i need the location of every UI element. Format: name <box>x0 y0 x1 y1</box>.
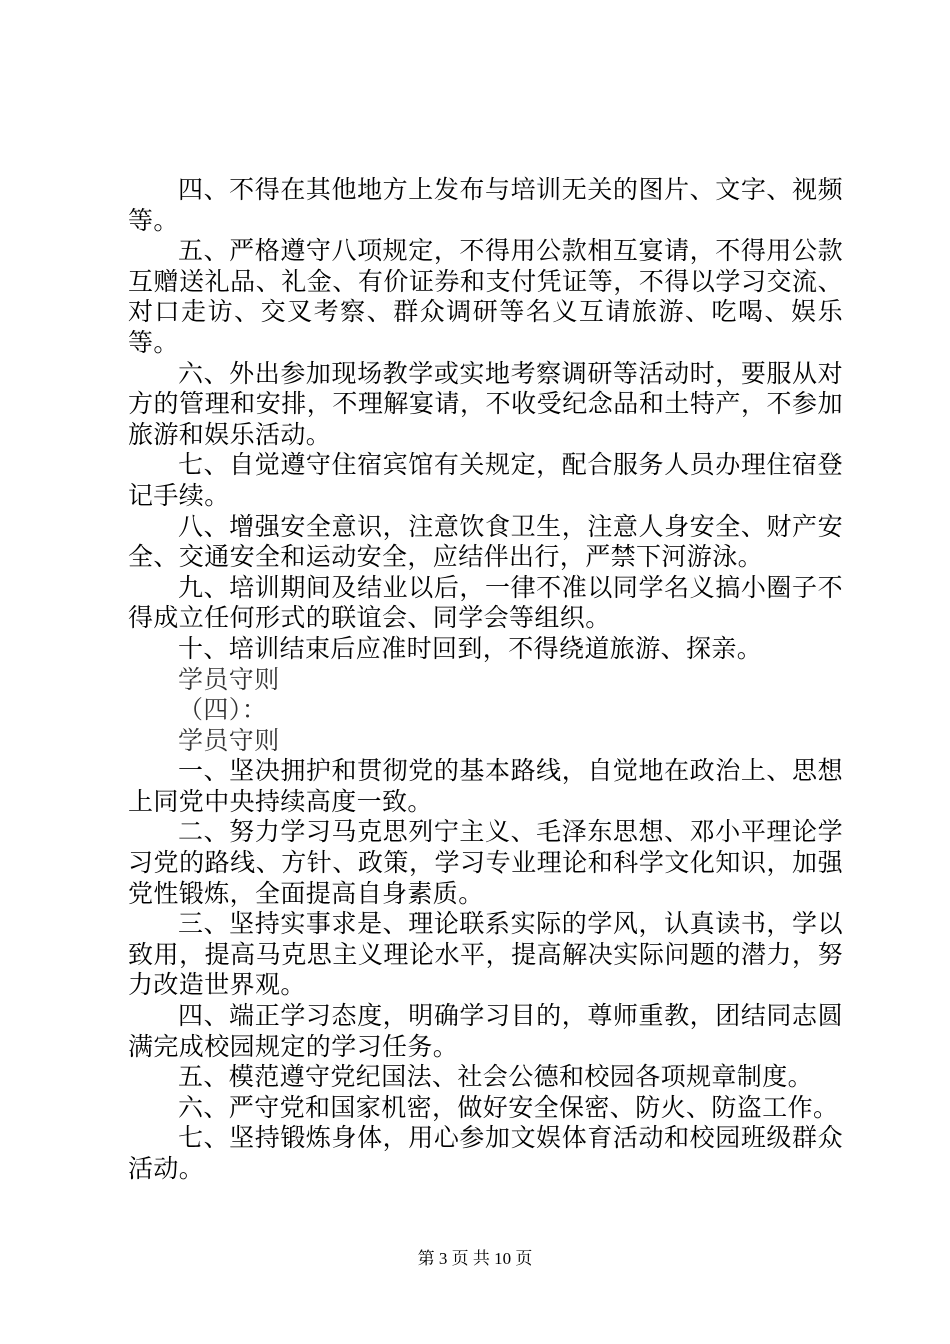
page-number: 第 3 页 共 10 页 <box>417 1249 533 1268</box>
paragraph-rule-8: 八、增强安全意识，注意饮食卫生，注意人身安全、财产安全、交通安全和运动安全，应结伴出行，严禁下河游泳。 <box>128 511 843 572</box>
paragraph-code-5: 五、模范遵守党纪国法、社会公德和校园各项规章制度。 <box>178 1062 814 1092</box>
paragraph-rule-6: 六、外出参加现场教学或实地考察调研等活动时，要服从对方的管理和安排，不理解宴请，不收受纪念品和土特产，不参加旅游和娱乐活动。 <box>128 358 843 449</box>
paragraph-code-7: 七、坚持锻炼身体，用心参加文娱体育活动和校园班级群众活动。 <box>128 1123 843 1183</box>
paragraph-code-1: 一、坚决拥护和贯彻党的基本路线，自觉地在政治上、思想上同党中央持续高度一致。 <box>128 756 843 816</box>
paragraph-code-4: 四、端正学习态度，明确学习目的，尊师重教，团结同志圆满完成校园规定的学习任务。 <box>128 1001 843 1061</box>
paragraph-rule-7: 七、自觉遵守住宿宾馆有关规定，配合服务人员办理住宿登记手续。 <box>128 450 843 510</box>
document-body <box>128 175 843 1185</box>
section-heading: 学员守则 <box>178 664 280 694</box>
section-heading: 学员守则 <box>178 725 280 755</box>
paragraph-code-2: 二、努力学习马克思列宁主义、毛泽东思想、邓小平理论学习党的路线、方针、政策，学习专业理论和科学文化知识，加强党性锻炼，全面提高自身素质。 <box>128 817 843 908</box>
paragraph-rule-5: 五、严格遵守八项规定，不得用公款相互宴请，不得用公款互赠送礼品、礼金、有价证券和支付凭证等，不得以学习交流、对口走访、交叉考察、群众调研等名义互请旅游、吃喝、娱乐等。 <box>128 236 843 357</box>
section-number: （四）： <box>178 695 268 725</box>
paragraph-code-6: 六、严守党和国家机密，做好安全保密、防火、防盗工作。 <box>178 1092 839 1122</box>
paragraph-rule-9: 九、培训期间及结业以后，一律不准以同学名义搞小圈子不得成立任何形式的联谊会、同学会等组织。 <box>128 572 843 633</box>
paragraph-rule-4: 四、不得在其他地方上发布与培训无关的图片、文字、视频等。 <box>128 175 843 235</box>
paragraph-rule-10: 十、培训结束后应准时回到，不得绕道旅游、探亲。 <box>178 633 763 663</box>
paragraph-code-3: 三、坚持实事求是、理论联系实际的学风，认真读书，学以致用，提高马克思主义理论水平，提高解决实际问题的潜力，努力改造世界观。 <box>128 909 843 1000</box>
